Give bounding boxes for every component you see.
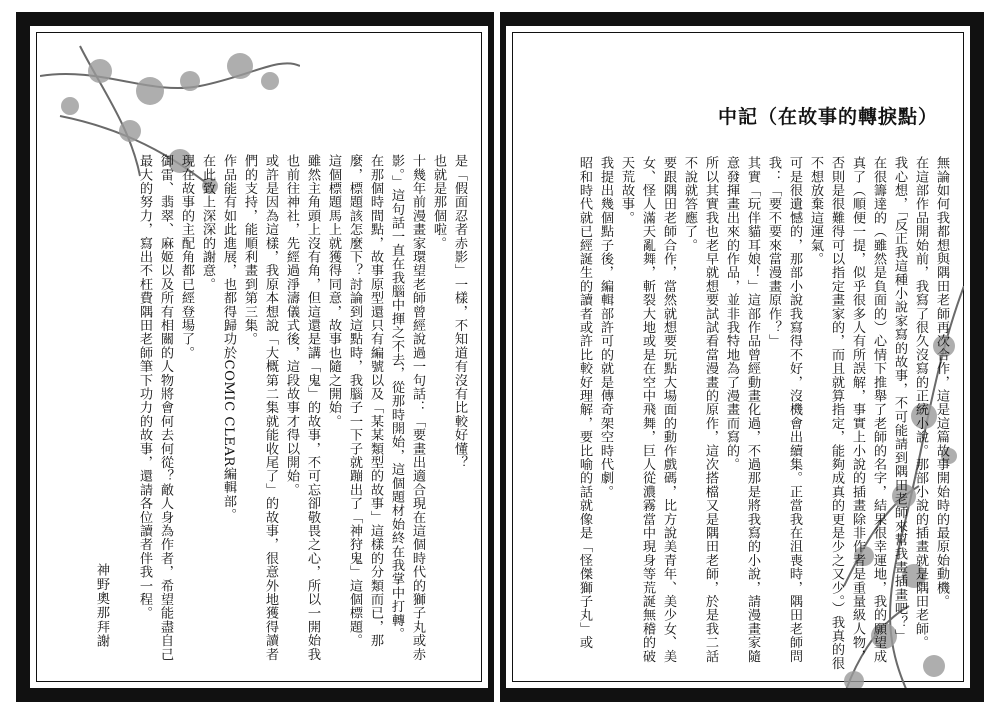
paragraph: 其實「玩伴貓耳娘！」這部作品曾經動畫化過，不過那是將我寫的小說，請漫畫家隨意發揮畫出來的作品，並非我特地為了漫畫而寫的。 (724, 156, 760, 663)
paragraph: 是「假面忍者赤影」一樣，不知道有沒有比較好懂？ (452, 154, 467, 470)
paragraph: 也就是那個啦。 (431, 154, 446, 250)
left-page-body (110, 154, 470, 674)
paragraph: 否則是很難得可以指定畫家的，而且就算指定，能夠成真的更是少之又少。）我真的很不想放棄這運氣。 (808, 156, 844, 670)
paragraph: 要跟隅田老師合作，當然就想要玩點大場面的動作戲碼，比方說美青年、美少女、美女、怪人滿天亂舞，斬裂大地或是在空中飛舞，巨人從濃霧當中現身等荒誕無稽的破天荒故事。 (619, 156, 676, 663)
paragraph: 在此致上深深的謝意。 (200, 154, 215, 291)
paragraph: 或許是因為這樣，我原本想說「大概第二集就能收尾了」的故事，很意外地獲得讀者們的支持，能順利畫到第三集。 (242, 154, 278, 661)
paragraph: 這個標題馬上就獲得同意，故事也隨之開始。 (326, 154, 341, 428)
paragraph: 我心想，「反正我這種小說家寫的故事，不可能請到隅田老師來幫我畫插畫吧？」 (892, 156, 907, 643)
paragraph: 在那個時間點，故事原型還只有編號以及「某某類型的故事」這樣的分類而已，那麼，標題該怎麼下？討論到這點時，我腦子一下子就蹦出了「神狩鬼」這個標題。 (347, 154, 383, 648)
paragraph: 雖然主角頭上沒有角，但這還是講「鬼」的故事，不可忘卻敬畏之心，所以一開始我也前往神社，先經過淨濤儀式後，這段故事才得以開始。 (284, 154, 320, 661)
paragraph: 十幾年前漫畫家環望老師曾經說過一句話：「要畫出適合現在這個時代的獅子丸或赤影。」這句話一直在我腦中揮之不去，從那時開始，這個題材始終在我掌中打轉。 (389, 154, 425, 661)
paragraph: 作品能有如此進展，也都得歸功於COMIC CLEAR編輯部。 (221, 154, 236, 522)
author-signature: 神野奧那拜謝 (94, 562, 109, 648)
paragraph: 無論如何我都想與隅田老師再次合作，這是這篇故事開始時的最原始動機。 (934, 156, 949, 609)
paragraph: 可是很遺憾的，那部小說我寫得不好，沒機會出續集。正當我在沮喪時，隅田老師問我：「要不要來當漫畫原作？」 (766, 156, 802, 663)
paragraph: 我提出幾個點子後，編輯部許可的就是傳奇架空時代劇。 (598, 156, 613, 499)
paragraph: 現在故事的主配角都已經登場了。 (179, 154, 194, 360)
paragraph: 在這部作品開始前，我寫了很久沒寫的正統小說。那部小說的插畫就是隅田老師。 (913, 156, 928, 650)
right-page (500, 12, 984, 702)
right-page-body (577, 156, 952, 676)
paragraph: 御雷、翡翠、麻姬以及所有相關的人物將會何去何從？敵人身為作者，希望能盡自己最大的努力，寫出不枉費隅田老師筆下功力的故事，還請各位讀者伴我一程。 (137, 154, 173, 661)
chapter-title: 中記（在故事的轉捩點） (717, 106, 938, 128)
paragraph: 在很籌達的（雖然是負面的）心情下推舉了老師的名字，結果很幸運地，我的願望成真了（順便一提，似乎很多人有所誤解，事實上小說的插畫除非作者是重量級人物， (850, 156, 886, 663)
paragraph: 昭和時代就已經誕生的讀者或許比較好理解，要比喻的話就像是「怪傑獅子丸」或 (577, 156, 592, 650)
left-page (16, 12, 494, 702)
paragraph: 所以其實我也老早就想要試試看當漫畫的原作，這次搭檔又是隅田老師，於是我二話不說就答應了。 (682, 156, 718, 663)
